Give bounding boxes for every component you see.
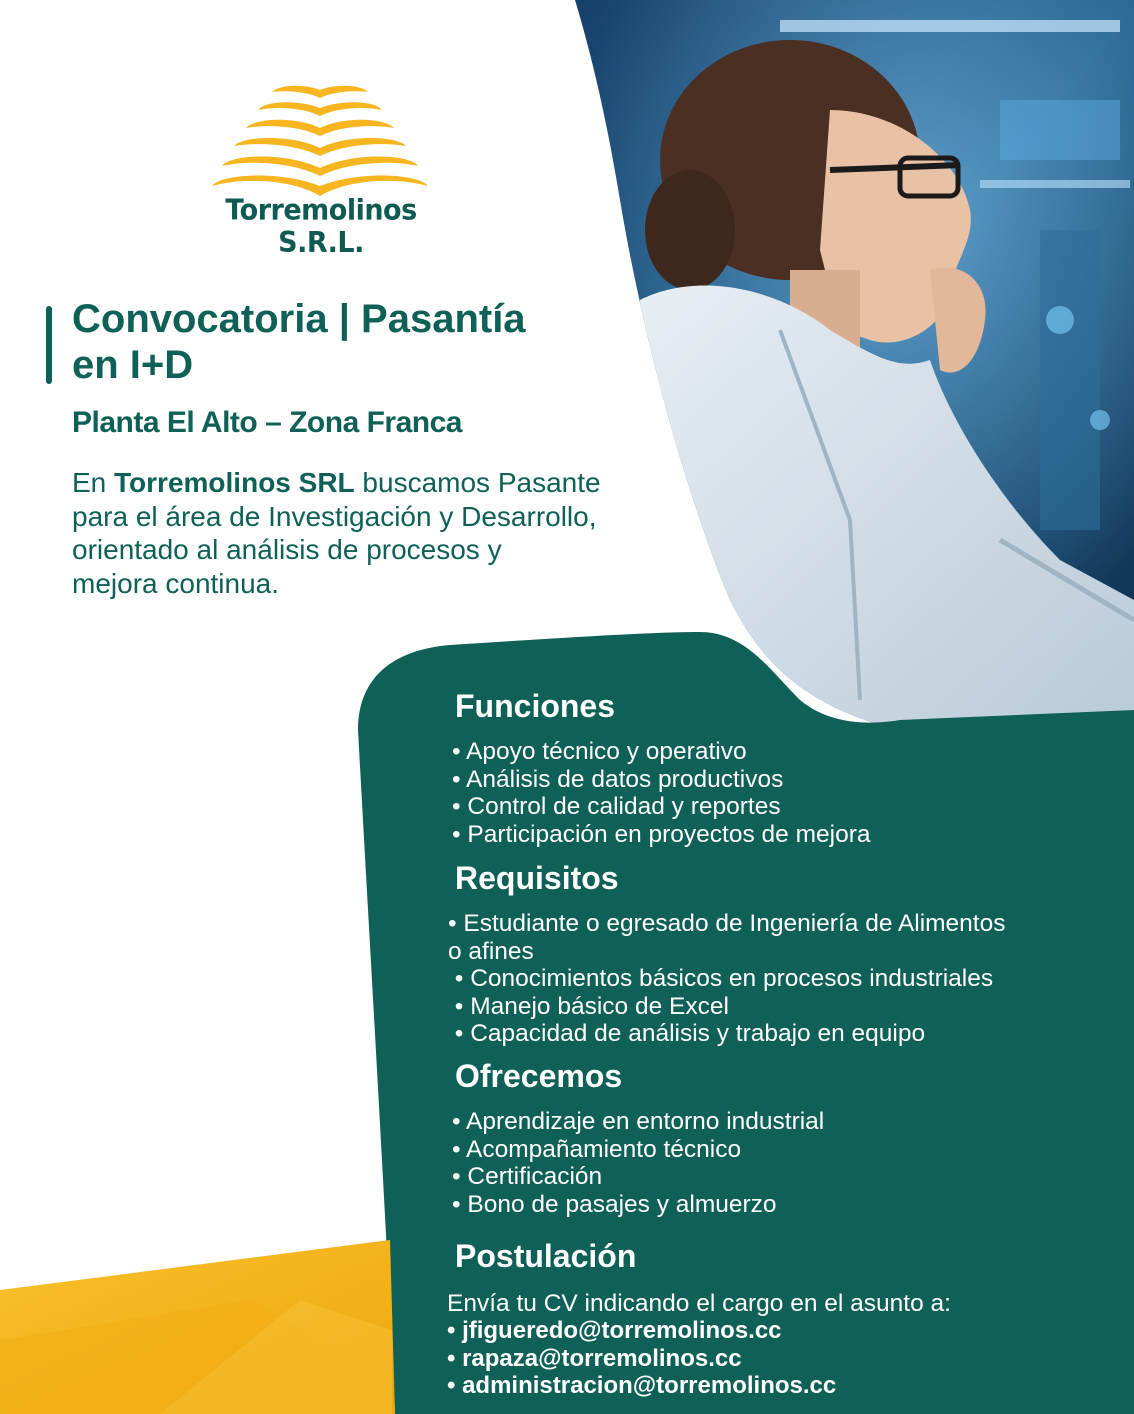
list-item: • Certificación [452,1163,603,1190]
page-title [72,296,632,388]
intro-line-2: para el área de Investigación y Desarrollo, [72,500,597,532]
intro-line-4: mejora continua. [72,567,280,599]
list-item: • Aprendizaje en entorno industrial [452,1108,825,1135]
intro-line1-rest: buscamos Pasante [354,467,601,498]
list-item: • Capacidad de análisis y trabajo en equipo [448,1020,926,1047]
postulacion-title: Postulación [455,1238,637,1274]
title-accent-bar [46,306,52,384]
list-item: • Conocimientos básicos en procesos industriales [448,965,994,992]
list-item: • Acompañamiento técnico [452,1135,742,1163]
title-line-1: Convocatoria | Pasantía [72,297,526,341]
requisitos-title: Requisitos [455,860,619,896]
funciones-title: Funciones [455,688,616,724]
intro-line-3: orientado al análisis de procesos y [72,534,502,565]
list-item: • Participación en proyectos de mejora [452,820,871,848]
list-item: • Bono de pasajes y almuerzo [452,1190,777,1218]
requisitos-list [448,910,1005,1048]
company-logo-text: Torremolinos S.R.L. [225,194,417,260]
email-link[interactable]: • rapaza@torremolinos.cc [447,1344,742,1372]
list-item: o afines [448,937,534,965]
intro-company: Torremolinos SRL [114,467,355,498]
funciones-list [452,738,871,848]
intro-prefix: En [72,467,115,498]
intro-paragraph [72,466,712,600]
list-item: • Estudiante o egresado de Ingeniería de Alimentos [448,910,1006,937]
list-item: • Manejo básico de Excel [448,992,729,1020]
email-link[interactable]: • jfigueredo@torremolinos.cc [447,1317,782,1344]
email-list [447,1317,836,1400]
page-subtitle: Planta El Alto – Zona Franca [72,406,462,439]
postulacion-instruction: Envía tu CV indicando el cargo en el asunto a: [447,1290,951,1317]
list-item: • Análisis de datos productivos [452,765,784,793]
ofrecemos-list [452,1108,824,1218]
email-link[interactable]: • administracion@torremolinos.cc [447,1372,837,1399]
ofrecemos-title: Ofrecemos [455,1058,623,1094]
list-item: • Apoyo técnico y operativo [452,738,747,765]
list-item: • Control de calidad y reportes [452,793,781,820]
title-line-2: en I+D [72,343,194,387]
